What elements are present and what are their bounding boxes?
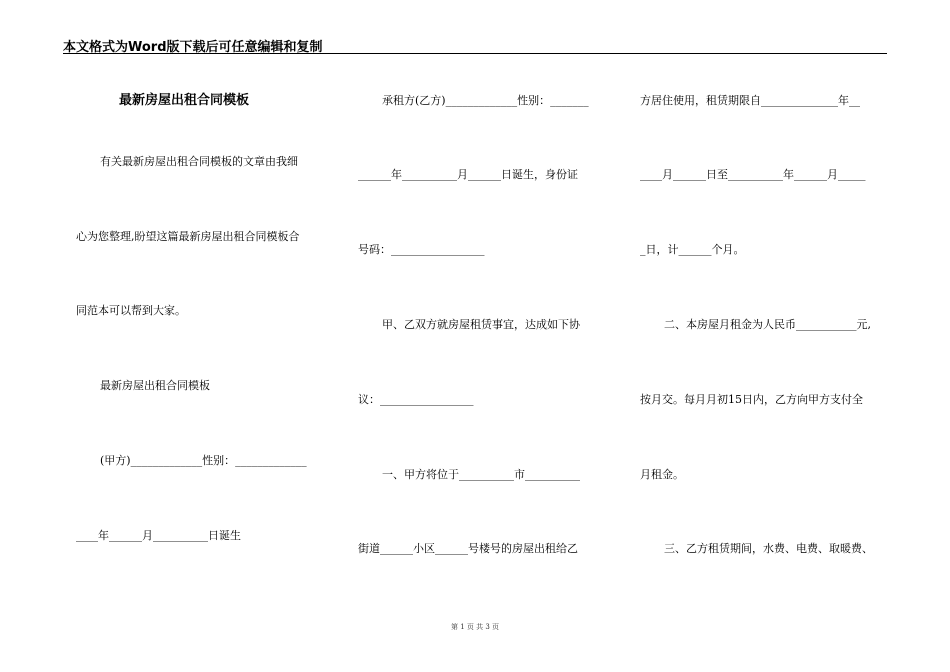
paragraph-line: (甲方)_____________性别：_____________	[100, 454, 307, 467]
text-column-2	[358, 0, 608, 672]
paragraph-line: 承租方(乙方)_____________性别：_______	[382, 94, 589, 107]
paragraph-line: 街道______小区______号楼号的房屋出租给乙	[358, 542, 578, 555]
paragraph-line: 按月交。每月月初15日内，乙方向甲方支付全	[640, 393, 863, 406]
paragraph-line: 有关最新房屋出租合同模板的文章由我细	[100, 155, 298, 168]
paragraph-line: _日，计______个月。	[640, 243, 745, 256]
paragraph-line: ____年______月__________日诞生	[76, 529, 241, 542]
paragraph-line: 二、本房屋月租金为人民币___________元,	[664, 318, 871, 331]
paragraph-line: 方居住使用，租赁期限自______________年__	[640, 94, 860, 107]
text-column-1	[76, 0, 326, 672]
paragraph-line: 一、甲方将位于__________市__________	[382, 468, 580, 481]
section-heading: 最新房屋出租合同模板	[100, 379, 210, 392]
paragraph-line: 月租金。	[640, 468, 684, 481]
paragraph-line: 心为您整理,盼望这篇最新房屋出租合同模板合	[76, 230, 300, 243]
paragraph-line: ____月______日至__________年______月_____	[640, 168, 866, 181]
text-column-3	[640, 0, 890, 672]
paragraph-line: 三、乙方租赁期间，水费、电费、取暖费、	[664, 542, 873, 555]
header-text: 本文格式为Word版下载后可任意编辑和复制	[63, 40, 323, 55]
paragraph-line: 同范本可以帮到大家。	[76, 304, 186, 317]
page-number: 第 1 页 共 3 页	[450, 623, 500, 631]
paragraph-line: 号码：_________________	[358, 243, 485, 256]
paragraph-line: 议：_________________	[358, 393, 474, 406]
paragraph-line: 甲、乙双方就房屋租赁事宜，达成如下协	[382, 318, 580, 331]
paragraph-line: ______年__________月______日诞生，身份证	[358, 168, 578, 181]
document-title: 最新房屋出租合同模板	[119, 93, 250, 108]
